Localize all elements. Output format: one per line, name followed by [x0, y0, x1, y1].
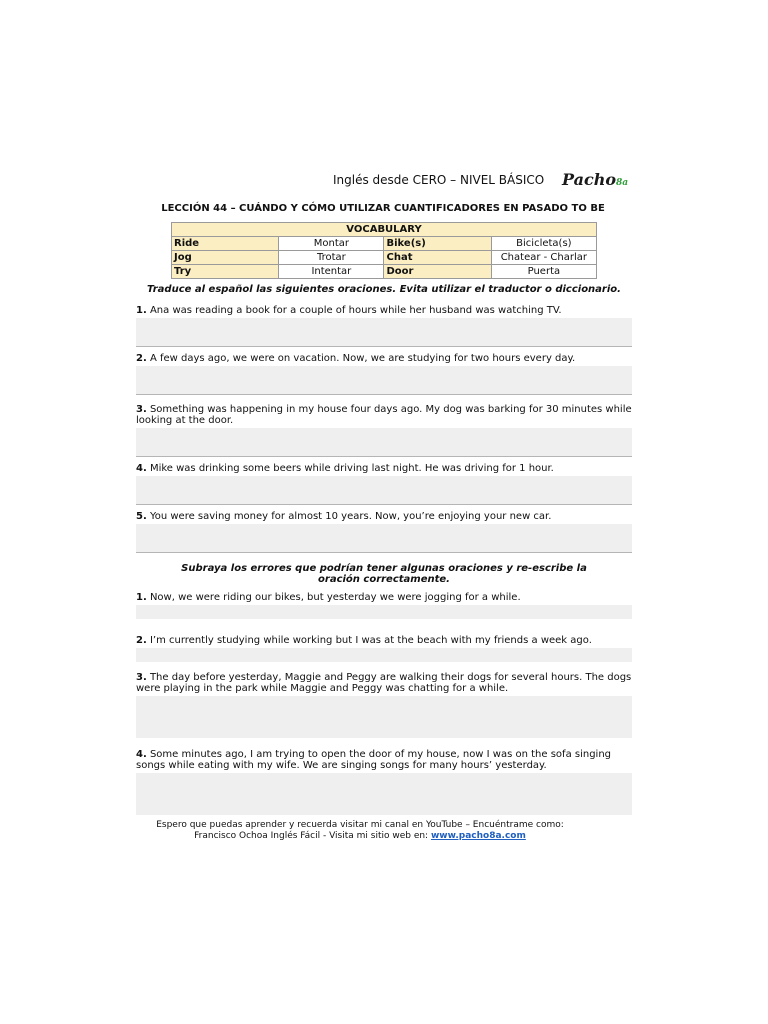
question-number: 2. [136, 353, 147, 364]
vocabulary-table [171, 222, 597, 279]
logo-text: Pacho [562, 170, 617, 189]
vocab-term: Door [384, 265, 491, 279]
answer-box[interactable] [136, 773, 632, 815]
correction-question-3 [136, 672, 632, 694]
translate-instruction: Traduce al español las siguientes oraciones. Evita utilizar el traductor o diccionario. [147, 284, 621, 295]
question-text: A few days ago, we were on vacation. Now, we are studying for two hours every day. [149, 353, 576, 364]
question-text: You were saving money for almost 10 years. Now, you’re enjoying your new car. [149, 511, 552, 522]
question-number: 2. [136, 635, 147, 646]
logo-accent: 8a [616, 178, 629, 188]
footer-text: Francisco Ochoa Inglés Fácil - Visita mi sitio web en: [194, 831, 431, 841]
correction-instruction: Subraya los errores que podrían tener algunas oraciones y re-escribe la oración correctamente. [181, 563, 587, 585]
vocab-term: Jog [172, 251, 279, 265]
answer-box[interactable] [136, 648, 632, 662]
vocab-translation: Trotar [279, 251, 384, 265]
vocab-term: Bike(s) [384, 237, 491, 251]
vocab-translation: Intentar [279, 265, 384, 279]
translate-question-4 [136, 463, 632, 474]
lesson-title: LECCIÓN 44 – CUÁNDO Y CÓMO UTILIZAR CUANTIFICADORES EN PASADO TO BE [161, 203, 605, 214]
answer-box[interactable] [136, 696, 632, 738]
footer-line-1: Espero que puedas aprender y recuerda visitar mi canal en YouTube – Encuéntrame como: [156, 820, 564, 830]
vocab-translation: Montar [279, 237, 384, 251]
vocab-term: Ride [172, 237, 279, 251]
correction-question-4 [136, 749, 632, 771]
answer-box[interactable] [136, 476, 632, 505]
correction-question-2 [136, 635, 632, 646]
question-text: Ana was reading a book for a couple of hours while her husband was watching TV. [149, 305, 562, 316]
answer-box[interactable] [136, 428, 632, 457]
pacho-logo [562, 170, 628, 189]
correction-question-1 [136, 592, 632, 603]
website-link[interactable]: www.pacho8a.com [430, 831, 526, 841]
vocab-row [172, 237, 597, 251]
question-number: 1. [136, 305, 147, 316]
footer [120, 820, 600, 842]
question-text: Mike was drinking some beers while driving last night. He was driving for 1 hour. [149, 463, 554, 474]
question-text: Some minutes ago, I am trying to open the door of my house, now I was on the sofa singing songs while eating with my wife. We are singing songs for many hours’ yesterday. [136, 749, 612, 771]
question-text: Now, we were riding our bikes, but yesterday we were jogging for a while. [149, 592, 521, 603]
vocab-term: Try [172, 265, 279, 279]
question-text: Something was happening in my house four days ago. My dog was barking for 30 minutes while looking at the door. [136, 404, 632, 426]
footer-line-2 [120, 831, 600, 842]
question-number: 1. [136, 592, 147, 603]
vocab-translation: Chatear - Charlar [491, 251, 596, 265]
translate-question-1 [136, 305, 632, 316]
question-number: 3. [136, 404, 147, 415]
vocab-row [172, 251, 597, 265]
question-number: 5. [136, 511, 147, 522]
vocab-translation: Puerta [491, 265, 596, 279]
question-number: 3. [136, 672, 147, 683]
course-title: Inglés desde CERO – NIVEL BÁSICO [333, 173, 545, 187]
question-number: 4. [136, 463, 147, 474]
translate-question-3 [136, 404, 632, 426]
translate-question-2 [136, 353, 632, 364]
question-text: I’m currently studying while working but I was at the beach with my friends a week ago. [149, 635, 592, 646]
question-text: The day before yesterday, Maggie and Peggy are walking their dogs for several hours. The dogs were playing in the park while Maggie and Peggy was chatting for a while. [136, 672, 632, 694]
answer-box[interactable] [136, 318, 632, 347]
vocabulary-heading: VOCABULARY [172, 223, 597, 237]
vocab-translation: Bicicleta(s) [491, 237, 596, 251]
answer-box[interactable] [136, 524, 632, 553]
vocab-row [172, 265, 597, 279]
answer-box[interactable] [136, 605, 632, 619]
vocab-term: Chat [384, 251, 491, 265]
answer-box[interactable] [136, 366, 632, 395]
question-number: 4. [136, 749, 147, 760]
translate-question-5 [136, 511, 632, 522]
